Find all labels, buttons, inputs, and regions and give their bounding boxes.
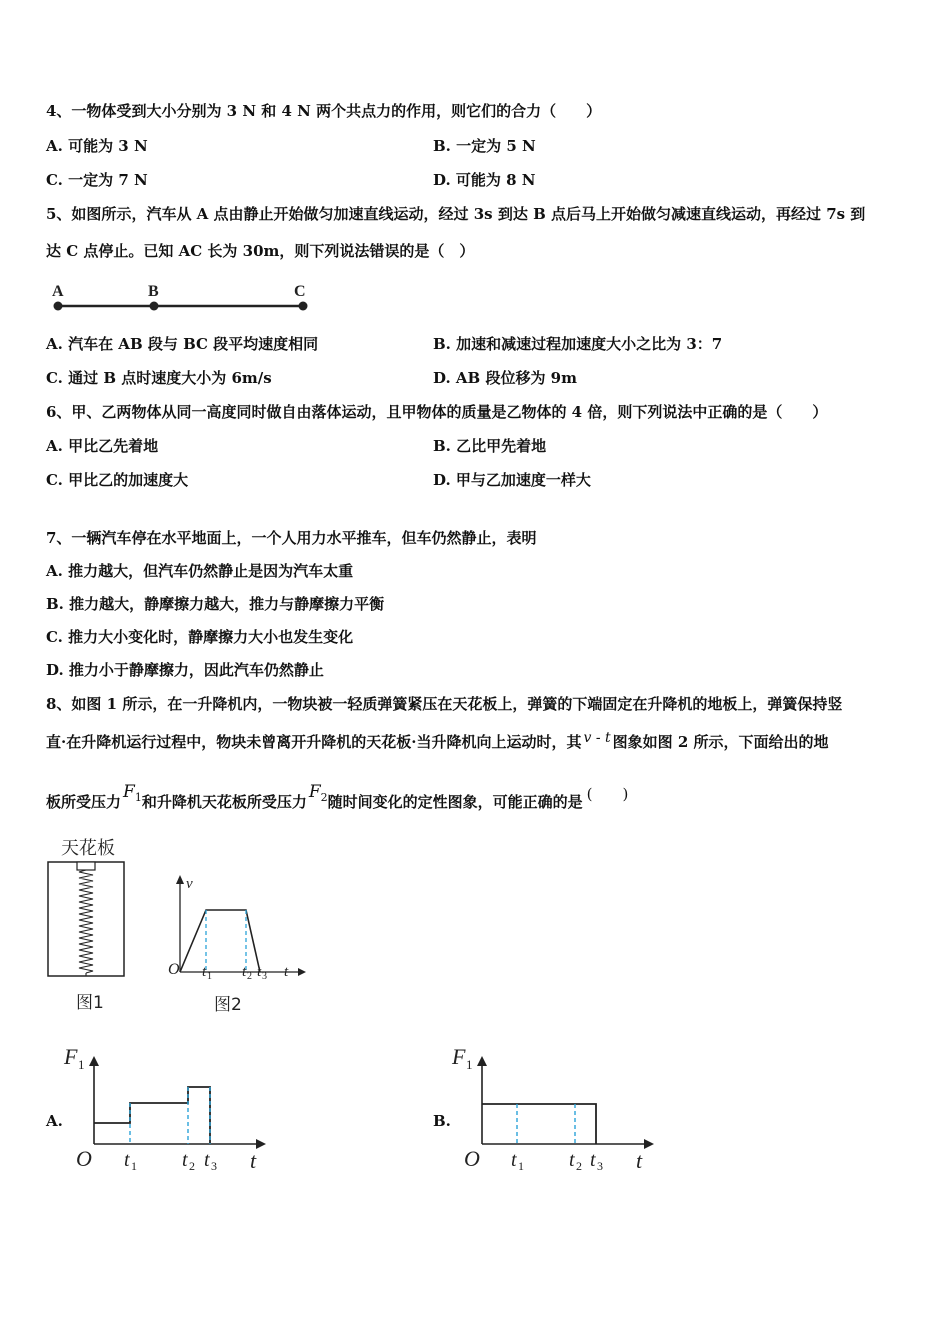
optA-axis-y: F [64,1044,78,1069]
q8-stem-line3-b: 和升降机天花板所受压力 [141,793,307,811]
q8-option-b-graph [448,1040,668,1180]
optB-axis-t: t [636,1148,643,1173]
optA-s1: 1 [131,1159,137,1173]
optA-s2: 2 [189,1159,195,1173]
fig2-s3: 3 [262,971,267,982]
q4-option-a: A. 可能为 3 N [46,137,148,155]
optA-axis-y-sub: 1 [78,1057,85,1072]
fig1-title: 天花板 [61,838,115,859]
q7-option-a: A. 推力越大，但汽车仍然静止是因为汽车太重 [46,562,354,580]
fig1-caption: 图1 [76,993,104,1013]
fig1-spring [79,870,93,973]
optB-origin: O [464,1146,480,1171]
optA-t1: t [124,1149,130,1171]
q4-option-c: C. 一定为 7 N [46,171,148,189]
q8-f2-symbol: F [308,782,321,802]
fig2-origin: O [168,961,180,978]
q5-option-c: C. 通过 B 点时速度大小为 6m/s [46,369,272,387]
q8-answer-paren: ( ) [586,785,629,803]
q6-option-d: D. 甲与乙加速度一样大 [433,471,591,489]
q8-f1-symbol: F [123,782,135,802]
q8-figure2 [158,868,308,1022]
q8-stem-line3-c: 随时间变化的定性图象，可能正确的是 [327,793,583,811]
optB-t1: t [511,1149,517,1171]
q5-option-a: A. 汽车在 AB 段与 BC 段平均速度相同 [46,335,319,353]
q7-stem: 7、一辆汽车停在水平地面上，一个人用力水平推车，但车仍然静止，表明 [46,529,537,547]
q8-vt-symbol: v - t [583,730,611,746]
optB-axis-y-sub: 1 [466,1057,473,1072]
fig2-caption: 图2 [214,995,242,1015]
optA-origin: O [76,1146,92,1171]
optB-t2: t [569,1149,575,1171]
q7-option-c: C. 推力大小变化时，静摩擦力大小也发生变化 [46,628,354,646]
q8-stem-line1: 8、如图 1 所示，在一升降机内，一物块被一轻质弹簧紧压在天花板上，弹簧的下端固定在升降机的地板上，弹簧保持竖 [46,695,843,713]
optA-f1-curve [94,1087,210,1144]
fig2-t1: t [202,964,207,980]
fig2-s1: 1 [207,971,212,982]
optA-t3: t [204,1149,210,1171]
optB-s1: 1 [518,1159,524,1173]
q8-stem-line3 [46,782,629,814]
fig2-t3: t [257,964,262,980]
optB-axis-y: F [452,1044,466,1069]
q4-option-b: B. 一定为 5 N [433,137,536,155]
fig2-vt-curve [180,910,260,972]
q5-option-d: D. AB 段位移为 9m [433,369,577,387]
optA-s3: 3 [211,1159,217,1173]
q4-option-d: D. 可能为 8 N [433,171,536,189]
fig2-axis-t: t [284,964,289,980]
q8-option-a-graph [60,1040,280,1180]
q8-f2-sub: 2 [320,791,328,804]
q6-option-c: C. 甲比乙的加速度大 [46,471,189,489]
q7-option-b: B. 推力越大，静摩擦力越大，推力与静摩擦力平衡 [46,595,385,613]
q5-stem-line2: 达 C 点停止。已知 AC 长为 30m，则下列说法错误的是（ ） [46,242,475,260]
q8-stem-line2-a: 直·在升降机运行过程中，物块未曾离开升降机的天花板·当升降机向上运动时，其 [46,733,582,751]
q7-option-d: D. 推力小于静摩擦力，因此汽车仍然静止 [46,661,324,679]
optB-s2: 2 [576,1159,582,1173]
fig1-block [77,862,95,870]
optB-f1-curve [482,1104,596,1144]
q6-option-a: A. 甲比乙先着地 [46,437,159,455]
q8-f1-sub: 1 [134,791,142,804]
q6-option-b: B. 乙比甲先着地 [433,437,547,455]
fig2-s2: 2 [247,971,252,982]
q5-label-b: B [148,283,159,300]
q8-option-a-label: A. [46,1112,63,1130]
q8-stem-line2 [46,732,829,753]
optA-t2: t [182,1149,188,1171]
q8-option-b-label: B. [433,1112,451,1130]
q8-stem-line3-a: 板所受压力 [46,793,122,811]
optB-t3: t [590,1149,596,1171]
q5-label-a: A [52,283,64,300]
q5-track-figure [40,278,320,318]
optB-s3: 3 [597,1159,603,1173]
q4-stem: 4、一物体受到大小分别为 3 N 和 4 N 两个共点力的作用，则它们的合力（ ） [46,102,602,120]
q5-label-c: C [294,283,306,300]
q5-option-b: B. 加速和减速过程加速度大小之比为 3：7 [433,335,723,353]
q8-figure1 [40,832,140,1022]
fig2-t2: t [242,964,247,980]
q5-stem-line1: 5、如图所示，汽车从 A 点由静止开始做匀加速直线运动，经过 3s 到达 B 点后马上开始做匀减速直线运动，再经过 7s 到 [46,205,866,223]
optA-axis-t: t [250,1148,257,1173]
q8-stem-line2-b: 图象如图 2 所示，下面给出的地 [612,733,829,751]
q6-stem: 6、甲、乙两物体从同一高度同时做自由落体运动，且甲物体的质量是乙物体的 4 倍，则下列说法中正确的是（ ） [46,403,828,421]
fig2-axis-v: v [186,876,193,892]
